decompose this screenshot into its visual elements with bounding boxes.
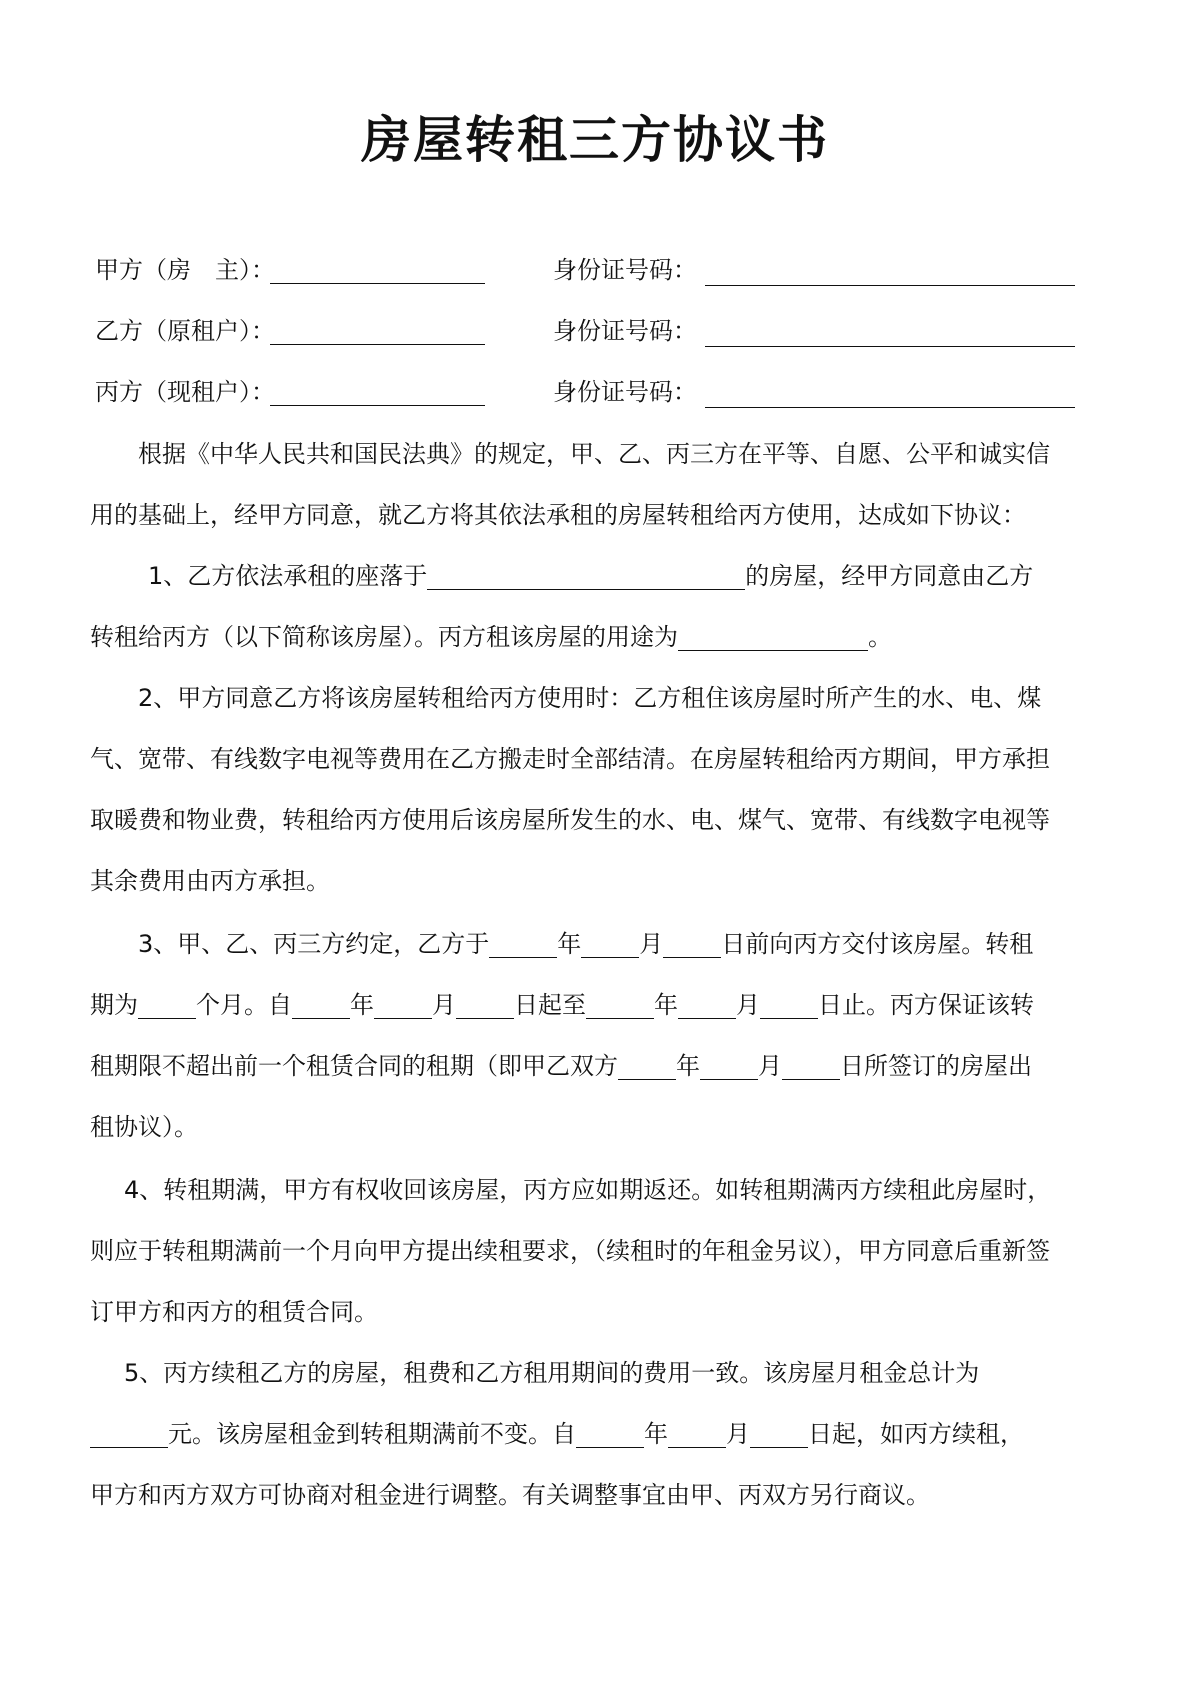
prior-day-blank[interactable] bbox=[782, 1049, 840, 1080]
clause-5-line-1: 5、丙方续租乙方的房屋，租费和乙方租用期间的费用一致。该房屋月租金总计为 bbox=[124, 1359, 980, 1387]
clause-1-text-a: 1、乙方依法承租的座落于 bbox=[148, 562, 428, 590]
address-blank[interactable] bbox=[427, 559, 745, 590]
clause-4-line-1: 4、转租期满，甲方有权收回该房屋，丙方应如期返还。如转租期满丙方续租此房屋时， bbox=[124, 1176, 1052, 1204]
party-c-label: 丙方（现租户）： bbox=[95, 378, 275, 406]
month-label: 月 bbox=[639, 930, 664, 958]
party-b-row bbox=[95, 311, 1095, 351]
party-c-name-blank[interactable] bbox=[270, 375, 485, 406]
clause-1-line-2 bbox=[90, 617, 892, 657]
month-label: 月 bbox=[736, 991, 760, 1019]
clause-3-line-4: 租协议）。 bbox=[90, 1113, 198, 1141]
intro-line-2: 用的基础上，经甲方同意，就乙方将其依法承租的房屋转租给丙方使用，达成如下协议： bbox=[90, 501, 1026, 529]
renew-day-blank[interactable] bbox=[750, 1417, 808, 1448]
party-c-id-blank[interactable] bbox=[705, 377, 1075, 408]
clause-2-line-4: 其余费用由丙方承担。 bbox=[90, 867, 330, 895]
clause-5-line-2 bbox=[90, 1414, 1024, 1454]
end-day-blank[interactable] bbox=[760, 988, 818, 1019]
year-label: 年 bbox=[350, 991, 374, 1019]
year-label: 年 bbox=[644, 1420, 668, 1448]
clause-3-text-g: 租期限不超出前一个租赁合同的租期（即甲乙双方 bbox=[90, 1052, 618, 1080]
year-label: 年 bbox=[676, 1052, 700, 1080]
end-year-blank[interactable] bbox=[586, 988, 654, 1019]
clause-3-text-c: 期为 bbox=[90, 991, 138, 1019]
year-label: 年 bbox=[654, 991, 678, 1019]
clause-3-line-1 bbox=[138, 924, 1033, 964]
party-b-id-blank[interactable] bbox=[705, 316, 1075, 347]
clause-1-text-c: 转租给丙方（以下简称该房屋）。丙方租该房屋的用途为 bbox=[90, 623, 678, 651]
clause-4-line-2: 则应于转租期满前一个月向甲方提出续租要求，（续租时的年租金另议），甲方同意后重新签 bbox=[90, 1237, 1050, 1265]
clause-2-line-1: 2、甲方同意乙方将该房屋转租给丙方使用时：乙方租住该房屋时所产生的水、电、煤 bbox=[138, 684, 1042, 712]
renew-month-blank[interactable] bbox=[668, 1417, 726, 1448]
term-months-blank[interactable] bbox=[138, 988, 196, 1019]
party-b-label: 乙方（原租户）： bbox=[95, 317, 275, 345]
start-year-blank[interactable] bbox=[292, 988, 350, 1019]
clause-2-line-2: 气、宽带、有线数字电视等费用在乙方搬走时全部结清。在房屋转租给丙方期间，甲方承担 bbox=[90, 745, 1050, 773]
clause-3-text-b: 日前向丙方交付该房屋。转租 bbox=[721, 930, 1034, 958]
year-label: 年 bbox=[557, 930, 582, 958]
clause-1-text-b: 的房屋，经甲方同意由乙方 bbox=[745, 562, 1034, 590]
intro-line-1: 根据《中华人民共和国民法典》的规定，甲、乙、丙三方在平等、自愿、公平和诚实信 bbox=[138, 440, 1050, 468]
clause-3-line-2 bbox=[90, 985, 1034, 1025]
document-title: 房屋转租三方协议书 bbox=[361, 111, 829, 169]
party-c-row bbox=[95, 372, 1095, 412]
clause-3-text-d: 个月。自 bbox=[196, 991, 292, 1019]
clause-1-line-1 bbox=[148, 556, 1033, 596]
clause-5-line-3: 甲方和丙方双方可协商对租金进行调整。有关调整事宜由甲、丙双方另行商议。 bbox=[90, 1481, 930, 1509]
party-a-name-blank[interactable] bbox=[270, 253, 485, 284]
prior-year-blank[interactable] bbox=[618, 1049, 676, 1080]
clause-3-line-3 bbox=[90, 1046, 1032, 1086]
end-month-blank[interactable] bbox=[678, 988, 736, 1019]
party-c-id-label: 身份证号码： bbox=[553, 378, 697, 406]
party-a-id-blank[interactable] bbox=[705, 255, 1075, 286]
month-label: 月 bbox=[726, 1420, 750, 1448]
party-b-name-blank[interactable] bbox=[270, 314, 485, 345]
clause-3-text-e: 日起至 bbox=[514, 991, 586, 1019]
start-month-blank[interactable] bbox=[374, 988, 432, 1019]
month-label: 月 bbox=[432, 991, 456, 1019]
start-day-blank[interactable] bbox=[456, 988, 514, 1019]
clause-3-text-h: 日所签订的房屋出 bbox=[840, 1052, 1032, 1080]
clause-3-text-a: 3、甲、乙、丙三方约定，乙方于 bbox=[138, 930, 490, 958]
monthly-rent-blank[interactable] bbox=[90, 1417, 168, 1448]
party-a-id-label: 身份证号码： bbox=[553, 256, 697, 284]
clause-5-text-a: 元。该房屋租金到转租期满前不变。自 bbox=[168, 1420, 576, 1448]
clause-2-line-3: 取暖费和物业费，转租给丙方使用后该房屋所发生的水、电、煤气、宽带、有线数字电视等 bbox=[90, 806, 1050, 834]
delivery-day-blank[interactable] bbox=[663, 927, 721, 958]
delivery-month-blank[interactable] bbox=[581, 927, 639, 958]
party-b-id-label: 身份证号码： bbox=[553, 317, 697, 345]
renew-year-blank[interactable] bbox=[576, 1417, 644, 1448]
prior-month-blank[interactable] bbox=[700, 1049, 758, 1080]
clause-4-line-3: 订甲方和丙方的租赁合同。 bbox=[90, 1298, 378, 1326]
party-a-label: 甲方（房 主）： bbox=[95, 256, 275, 284]
party-a-row bbox=[95, 250, 1095, 290]
delivery-year-blank[interactable] bbox=[489, 927, 557, 958]
clause-1-text-d: 。 bbox=[868, 623, 892, 651]
clause-3-text-f: 日止。丙方保证该转 bbox=[818, 991, 1034, 1019]
usage-blank[interactable] bbox=[678, 620, 868, 651]
clause-5-text-b: 日起，如丙方续租， bbox=[808, 1420, 1024, 1448]
month-label: 月 bbox=[758, 1052, 782, 1080]
